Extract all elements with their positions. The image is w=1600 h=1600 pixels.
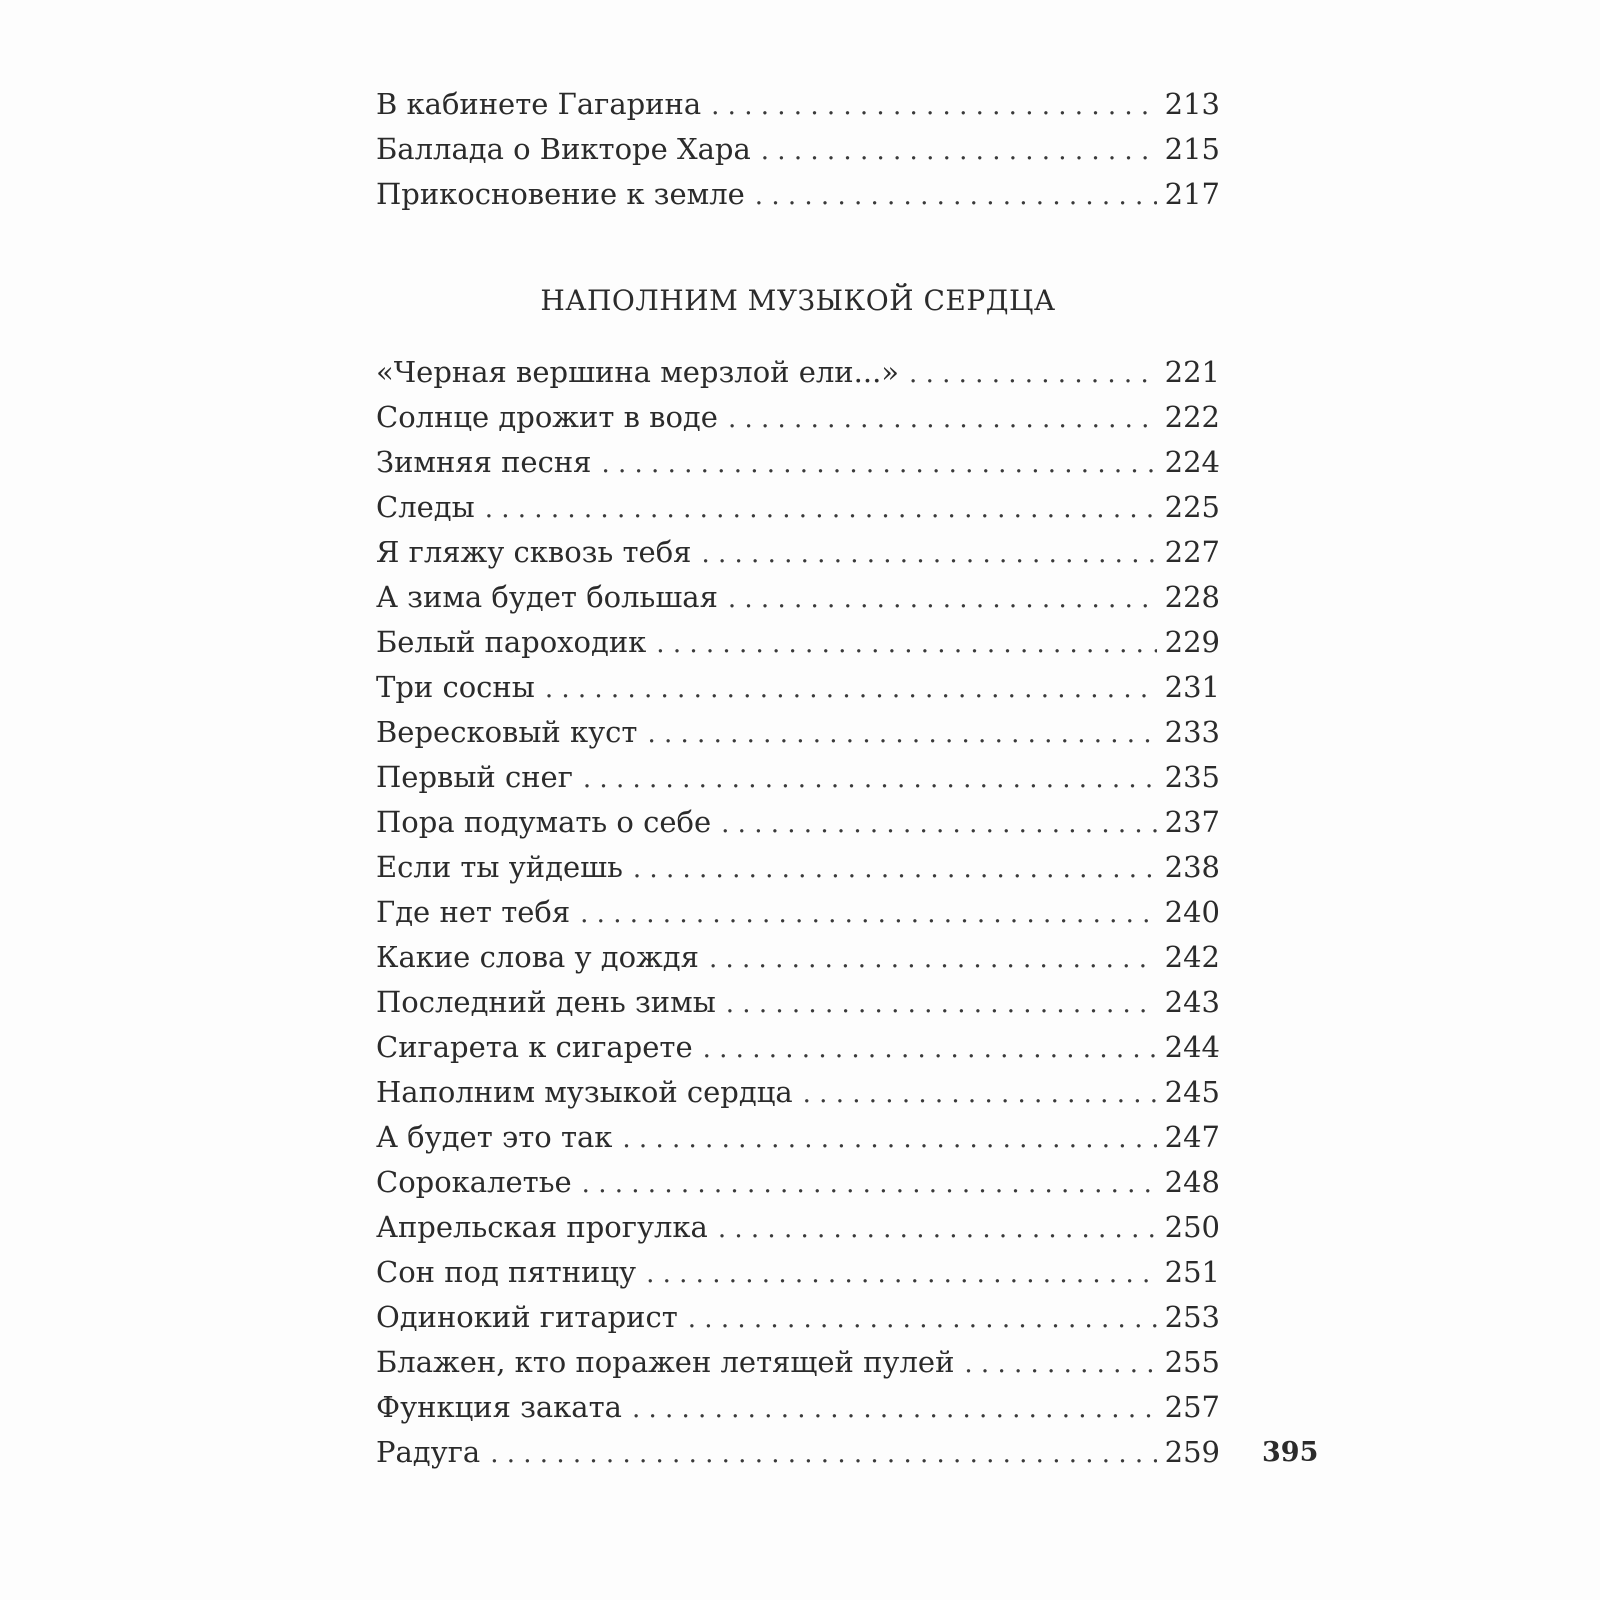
toc-entry-title: Пора подумать о себе: [376, 805, 712, 839]
toc-entry: [376, 575, 1220, 620]
toc-entry-page: 238: [1164, 850, 1220, 884]
toc-entry-page: 259: [1164, 1435, 1220, 1469]
toc-entry-title: Если ты уйдешь: [376, 850, 623, 884]
toc-entry-page: 222: [1164, 400, 1220, 434]
toc-entry-title: Наполним музыкой сердца: [376, 1075, 793, 1109]
toc-entry: [376, 1250, 1220, 1295]
toc-entry-title: Первый снег: [376, 760, 573, 794]
toc-entry-title: А будет это так: [376, 1120, 613, 1154]
toc-entry: [376, 890, 1220, 935]
toc-entry-title: Прикосновение к земле: [376, 177, 745, 211]
toc-entry: [376, 980, 1220, 1025]
dot-leader: [632, 1387, 1157, 1432]
toc-entry-page: 228: [1164, 580, 1220, 614]
toc-entry-title: Сигарета к сигарете: [376, 1030, 693, 1064]
toc-entry-page: 213: [1164, 87, 1220, 121]
toc-entry: [376, 530, 1220, 575]
toc-entry-page: 253: [1164, 1300, 1220, 1334]
toc-entry: [376, 845, 1220, 890]
toc-entry-page: 235: [1164, 760, 1220, 794]
dot-leader: [718, 1207, 1157, 1252]
dot-leader: [721, 802, 1157, 847]
toc-entry-title: Радуга: [376, 1435, 481, 1469]
toc-entry-title: Белый пароходик: [376, 625, 647, 659]
dot-leader: [909, 352, 1157, 397]
toc-list-top: [376, 82, 1220, 217]
dot-leader: [583, 757, 1157, 802]
toc-entry-title: Зимняя песня: [376, 445, 592, 479]
toc-entry: [376, 665, 1220, 710]
dot-leader: [964, 1342, 1156, 1387]
dot-leader: [601, 442, 1156, 487]
toc-entry: [376, 485, 1220, 530]
toc-entry-title: Я гляжу сквозь тебя: [376, 535, 692, 569]
toc-entry-title: Функция заката: [376, 1390, 622, 1424]
toc-entry-page: 244: [1164, 1030, 1220, 1064]
toc-entry: [376, 350, 1220, 395]
toc-entry: [376, 1070, 1220, 1115]
toc-entry: [376, 620, 1220, 665]
toc-entry-title: Следы: [376, 490, 475, 524]
dot-leader: [701, 532, 1156, 577]
dot-leader: [711, 84, 1157, 129]
toc-entry: [376, 800, 1220, 845]
toc-entry-page: 251: [1164, 1255, 1220, 1289]
dot-leader: [622, 1117, 1156, 1162]
toc-entry: [376, 127, 1220, 172]
dot-leader: [761, 129, 1157, 174]
toc-entry-page: 227: [1164, 535, 1220, 569]
dot-leader: [726, 982, 1157, 1027]
toc-entry-title: Какие слова у дождя: [376, 940, 699, 974]
dot-leader: [485, 487, 1157, 532]
toc-entry-title: Блажен, кто поражен летящей пулей: [376, 1345, 955, 1379]
toc-entry-title: Три сосны: [376, 670, 535, 704]
toc-entry-title: А зима будет большая: [376, 580, 718, 614]
dot-leader: [490, 1432, 1156, 1477]
toc-entry: [376, 172, 1220, 217]
toc-entry-page: 242: [1164, 940, 1220, 974]
toc-list-main: [376, 350, 1220, 1475]
toc-entry: [376, 1430, 1220, 1475]
dot-leader: [545, 667, 1157, 712]
toc-entry-page: 243: [1164, 985, 1220, 1019]
toc-entry-title: Солнце дрожит в воде: [376, 400, 718, 434]
toc-entry: [376, 440, 1220, 485]
toc-entry: [376, 395, 1220, 440]
toc-entry: [376, 1340, 1220, 1385]
dot-leader: [803, 1072, 1157, 1117]
toc-entry: [376, 755, 1220, 800]
toc-entry-page: 229: [1164, 625, 1220, 659]
toc-entry-page: 245: [1164, 1075, 1220, 1109]
toc-entry-title: Вересковый куст: [376, 715, 638, 749]
toc-entry: [376, 710, 1220, 755]
toc-entry-page: 217: [1164, 177, 1220, 211]
dot-leader: [582, 1162, 1157, 1207]
toc-entry: [376, 1160, 1220, 1205]
toc-entry-page: 248: [1164, 1165, 1220, 1199]
toc-entry-title: В кабинете Гагарина: [376, 87, 702, 121]
section-heading: НАПОЛНИМ МУЗЫКОЙ СЕРДЦА: [540, 284, 1056, 317]
toc-entry-title: Сорокалетье: [376, 1165, 572, 1199]
toc-entry-title: Где нет тебя: [376, 895, 571, 929]
dot-leader: [688, 1297, 1157, 1342]
toc-entry-title: Последний день зимы: [376, 985, 716, 1019]
dot-leader: [656, 622, 1156, 667]
toc-entry-page: 225: [1164, 490, 1220, 524]
toc-entry: [376, 1025, 1220, 1070]
toc-entry: [376, 1205, 1220, 1250]
dot-leader: [755, 174, 1157, 219]
dot-leader: [703, 1027, 1157, 1072]
toc-entry: [376, 1385, 1220, 1430]
toc-entry-page: 221: [1164, 355, 1220, 389]
toc-entry-title: Апрельская прогулка: [376, 1210, 708, 1244]
dot-leader: [580, 892, 1156, 937]
toc-entry-title: Одинокий гитарист: [376, 1300, 678, 1334]
toc-entry-page: 237: [1164, 805, 1220, 839]
toc-entry-page: 240: [1164, 895, 1220, 929]
toc-entry-page: 247: [1164, 1120, 1220, 1154]
toc-entry-title: Сон под пятницу: [376, 1255, 637, 1289]
toc-entry-page: 257: [1164, 1390, 1220, 1424]
toc-entry-title: Баллада о Викторе Хара: [376, 132, 751, 166]
dot-leader: [647, 712, 1156, 757]
toc-entry: [376, 935, 1220, 980]
dot-leader: [646, 1252, 1157, 1297]
toc-entry: [376, 82, 1220, 127]
dot-leader: [728, 577, 1157, 622]
dot-leader: [633, 847, 1157, 892]
toc-entry-page: 231: [1164, 670, 1220, 704]
toc-entry-page: 250: [1164, 1210, 1220, 1244]
toc-entry-page: 215: [1164, 132, 1220, 166]
toc-entry-page: 233: [1164, 715, 1220, 749]
dot-leader: [709, 937, 1157, 982]
page-number: 395: [1262, 1437, 1319, 1468]
toc-entry-page: 255: [1164, 1345, 1220, 1379]
dot-leader: [728, 397, 1157, 442]
toc-entry-page: 224: [1164, 445, 1220, 479]
toc-entry: [376, 1115, 1220, 1160]
toc-entry-title: «Черная вершина мерзлой ели...»: [376, 355, 900, 389]
toc-entry: [376, 1295, 1220, 1340]
